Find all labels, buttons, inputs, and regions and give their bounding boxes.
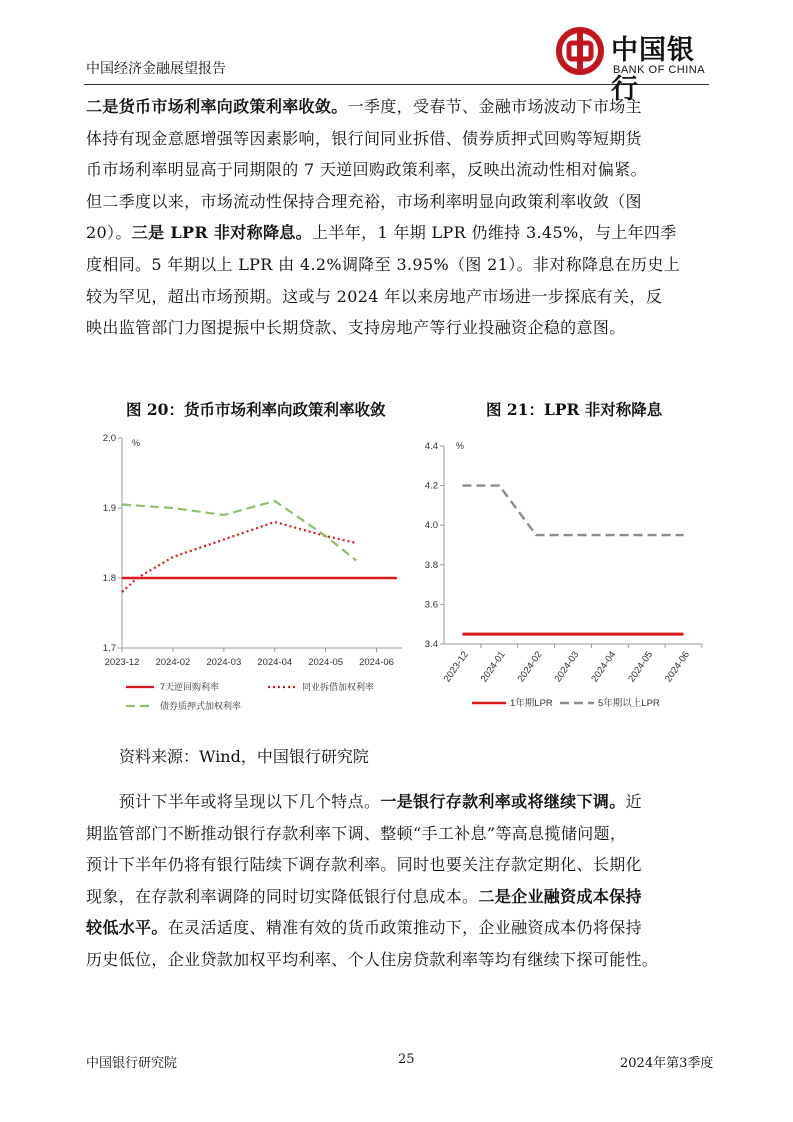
paragraph-line — [86, 881, 711, 913]
series-line — [462, 486, 683, 535]
paragraph-line — [86, 123, 711, 155]
footer-quarter: 2024年第3季度 — [620, 1056, 714, 1071]
paragraph-line — [86, 818, 711, 850]
y-tick-label: 3.4 — [424, 639, 438, 650]
y-tick-label: 3.6 — [424, 599, 438, 611]
figure-20-title: 图 20：货币市场利率向政策利率收敛 — [126, 400, 386, 419]
bold-text: 三是 LPR 非对称降息。 — [131, 223, 313, 243]
bank-logo — [555, 22, 715, 105]
x-tick-label: 2024-06 — [359, 657, 394, 668]
legend-label: 债券质押式加权利率 — [160, 701, 242, 711]
x-tick-label: 2024-01 — [478, 649, 508, 685]
y-tick-label: 1.9 — [102, 503, 116, 514]
paragraph-line — [86, 912, 711, 944]
footer-institute: 中国银行研究院 — [86, 1056, 178, 1071]
line-text: 映出监管部门力图提振中长期贷款、支持房地产等行业投融资企稳的意图。 — [86, 318, 626, 338]
line-text: 预计下半年仍将有银行陆续下调存款利率。同时也要关注存款定期化、长期化 — [86, 855, 642, 875]
paragraph-line — [86, 249, 711, 281]
line-text: 度相同。5 年期以上 LPR 由 4.2%调降至 3.95%（图 21）。非对称降息在历史上 — [86, 254, 681, 274]
line-text: 但二季度以来，市场流动性保持合理充裕，市场利率明显向政策利率收敛（图 — [86, 191, 642, 211]
x-tick-label: 2024-06 — [663, 649, 693, 685]
paragraph-2 — [86, 786, 711, 976]
legend-label: 5年期以上LPR — [598, 698, 660, 709]
report-title: 中国经济金融展望报告 — [86, 61, 226, 77]
paragraph-line — [86, 312, 711, 344]
x-tick-label: 2024-03 — [552, 649, 582, 685]
line-text: 较为罕见，超出市场预期。这或与 2024 年以来房地产市场进一步探底有关，反 — [86, 286, 663, 306]
paragraph-line — [86, 217, 711, 249]
x-tick-label: 2024-05 — [308, 657, 344, 668]
x-tick-label: 2024-05 — [626, 649, 656, 685]
y-tick-label: 2.0 — [102, 433, 116, 444]
y-tick-label: 4.4 — [424, 441, 438, 452]
bold-text: 二是企业融资成本保持 — [478, 886, 642, 906]
line-text: 现象，在存款利率调降的同时切实降低银行付息成本。 — [86, 886, 479, 906]
line-text: 上半年，1 年期 LPR 仍维持 3.45%，与上年四季 — [312, 223, 677, 243]
x-tick-label: 2024-02 — [155, 657, 191, 668]
y-tick-label: 3.8 — [424, 559, 438, 571]
unit-label: % — [456, 441, 465, 451]
paragraph-line — [86, 91, 711, 123]
unit-label: % — [132, 438, 141, 448]
paragraph-line — [86, 186, 711, 218]
logo-chinese-name: 中国银行 — [611, 35, 695, 105]
paragraph-line — [86, 849, 711, 881]
y-tick-label: 4.0 — [424, 520, 438, 532]
data-source-note: 资料来源：Wind，中国银行研究院 — [119, 747, 369, 766]
legend-label: 同业拆借加权利率 — [302, 682, 375, 692]
line-text: 历史低位，企业贷款加权平均利率、个人住房贷款利率等均有继续下探可能性。 — [86, 949, 659, 969]
x-tick-label: 2024-04 — [589, 649, 619, 685]
legend-label: 1年期LPR — [510, 698, 553, 709]
x-tick-label: 2023-12 — [441, 649, 471, 685]
paragraph-1 — [86, 91, 711, 344]
legend-label: 7天逆回购利率 — [160, 682, 220, 692]
bold-text: 二是货币市场利率向政策利率收敛。 — [86, 97, 348, 116]
bold-text: 较低水平。 — [86, 918, 168, 938]
line-text: 一季度，受春节、金融市场波动下市场主 — [347, 97, 642, 116]
line-text: 在灵活适度、精准有效的货币政策推动下，企业融资成本仍将保持 — [167, 918, 642, 938]
paragraph-line — [86, 786, 711, 818]
bank-of-china-emblem-icon — [555, 26, 605, 76]
paragraph-line — [86, 154, 711, 186]
series-line — [122, 501, 356, 561]
figure-21-title: 图 21：LPR 非对称降息 — [486, 400, 663, 419]
x-tick-label: 2024-03 — [206, 657, 242, 668]
line-text: 币市场利率明显高于同期限的 7 天逆回购政策利率，反映出流动性相对偏紧。 — [86, 160, 647, 180]
paragraph-line — [86, 944, 711, 976]
y-tick-label: 4.2 — [424, 480, 438, 492]
x-tick-label: 2023-12 — [104, 657, 140, 668]
figure-20-chart — [84, 428, 414, 728]
line-text: 20）。 — [86, 223, 132, 243]
line-text: 近 — [625, 792, 642, 811]
figure-21-chart — [410, 428, 710, 728]
bold-text: 一是银行存款利率或将继续下调。 — [380, 792, 626, 811]
x-tick-label: 2024-02 — [515, 649, 545, 685]
line-text: 期监管部门不断推动银行存款利率下调、整顿“手工补息”等高息揽储问题， — [86, 823, 627, 843]
logo-english-name: BANK OF CHINA — [613, 64, 706, 76]
line-text: 预计下半年或将呈现以下几个特点。 — [86, 792, 381, 811]
page-number: 25 — [398, 1052, 415, 1067]
x-tick-label: 2024-04 — [257, 657, 293, 668]
y-tick-label: 1.7 — [102, 643, 116, 654]
paragraph-line — [86, 281, 711, 313]
y-tick-label: 1.8 — [102, 573, 116, 584]
line-text: 体持有现金意愿增强等因素影响，银行间同业拆借、债券质押式回购等短期货 — [86, 128, 642, 148]
